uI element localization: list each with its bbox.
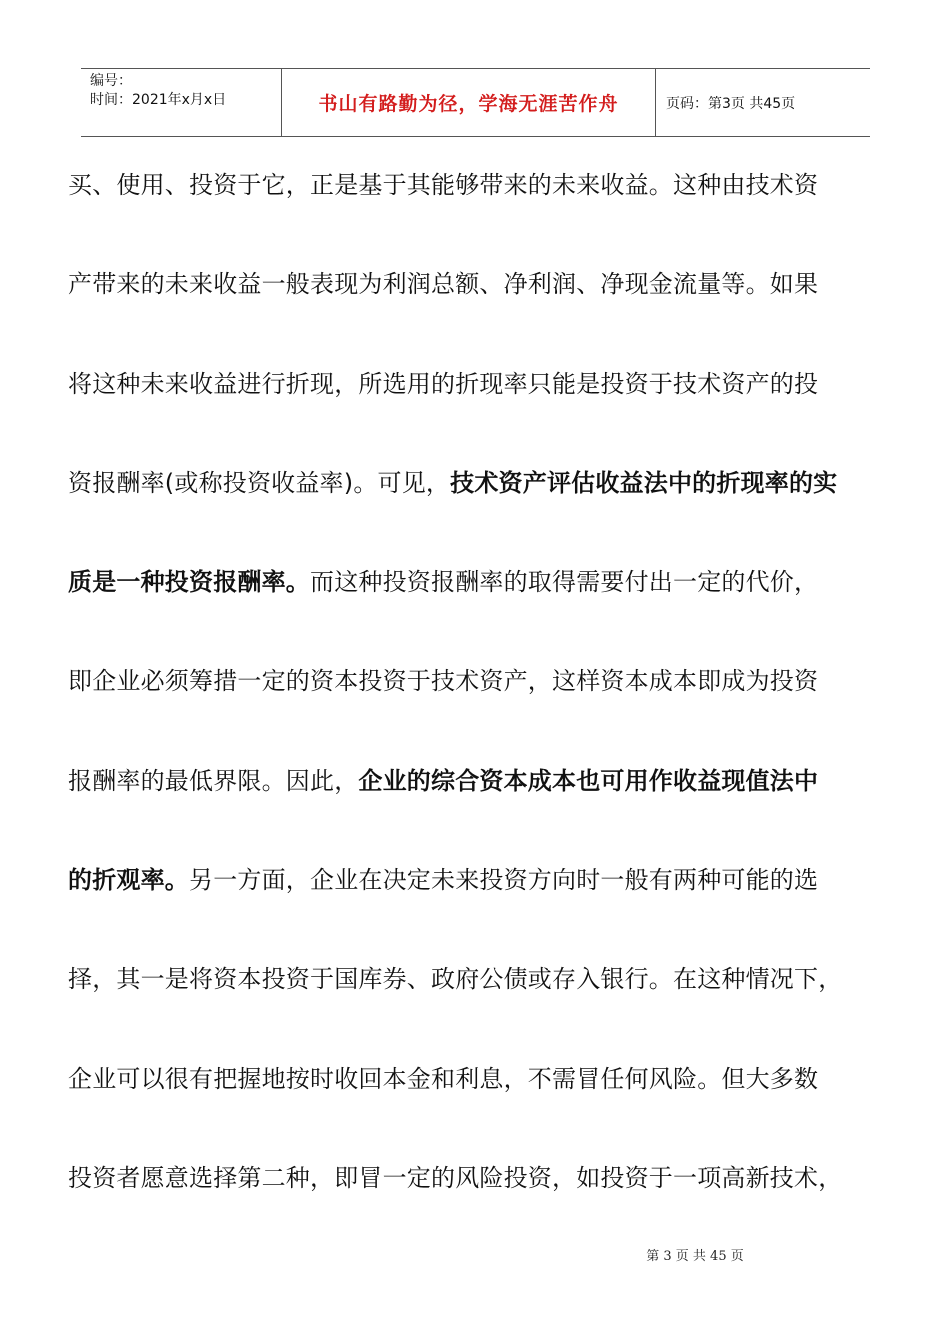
text-line bbox=[68, 632, 888, 731]
text-line bbox=[68, 930, 888, 1029]
document-date: 时间：2021年x月x日 bbox=[90, 92, 227, 108]
text-segment: 资报酬率(或称投资收益率)。可见， bbox=[68, 468, 451, 497]
header-page-info: 页码：第3页 共45页 bbox=[666, 95, 796, 112]
text-segment: 而这种投资报酬率的取得需要付出一定的代价， bbox=[310, 568, 819, 597]
text-line bbox=[68, 434, 888, 533]
bold-text-segment: 技术资产评估收益法中的折现率的实 bbox=[450, 468, 838, 497]
header-meta-cell bbox=[81, 69, 282, 136]
text-segment: 企业可以很有把握地按时收回本金和利息，不需冒任何风险。但大多数 bbox=[68, 1064, 819, 1093]
page-footer: 第 3 页 共 45 页 bbox=[646, 1249, 744, 1264]
text-segment: 投资者愿意选择第二种，即冒一定的风险投资，如投资于一项高新技术， bbox=[68, 1163, 843, 1192]
text-line bbox=[68, 831, 888, 930]
page-header-table bbox=[81, 68, 870, 137]
text-line bbox=[68, 533, 888, 632]
text-segment: 另一方面，企业在决定未来投资方向时一般有两种可能的选 bbox=[189, 866, 819, 895]
text-line bbox=[68, 335, 888, 434]
text-segment: 即企业必须筹措一定的资本投资于技术资产，这样资本成本即成为投资 bbox=[68, 667, 819, 696]
body-text bbox=[68, 136, 888, 1228]
bold-text-segment: 的折观率。 bbox=[68, 866, 189, 895]
text-line bbox=[68, 732, 888, 831]
text-segment: 择，其一是将资本投资于国库券、政府公债或存入银行。在这种情况下， bbox=[68, 965, 843, 994]
text-segment: 产带来的未来收益一般表现为利润总额、净利润、净现金流量等。如果 bbox=[68, 270, 819, 299]
text-line bbox=[68, 136, 888, 235]
text-segment: 将这种未来收益进行折现，所选用的折现率只能是投资于技术资产的投 bbox=[68, 369, 819, 398]
text-line bbox=[68, 235, 888, 334]
header-motto: 书山有路勤为径，学海无涯苦作舟 bbox=[282, 69, 656, 136]
text-segment: 报酬率的最低界限。因此， bbox=[68, 766, 359, 795]
document-number-label: 编号： bbox=[90, 73, 132, 89]
bold-text-segment: 质是一种投资报酬率。 bbox=[68, 568, 310, 597]
text-line bbox=[68, 1030, 888, 1129]
text-segment: 买、使用、投资于它，正是基于其能够带来的未来收益。这种由技术资 bbox=[68, 171, 819, 199]
text-line bbox=[68, 1129, 888, 1228]
bold-text-segment: 企业的综合资本成本也可用作收益现值法中 bbox=[358, 766, 819, 795]
